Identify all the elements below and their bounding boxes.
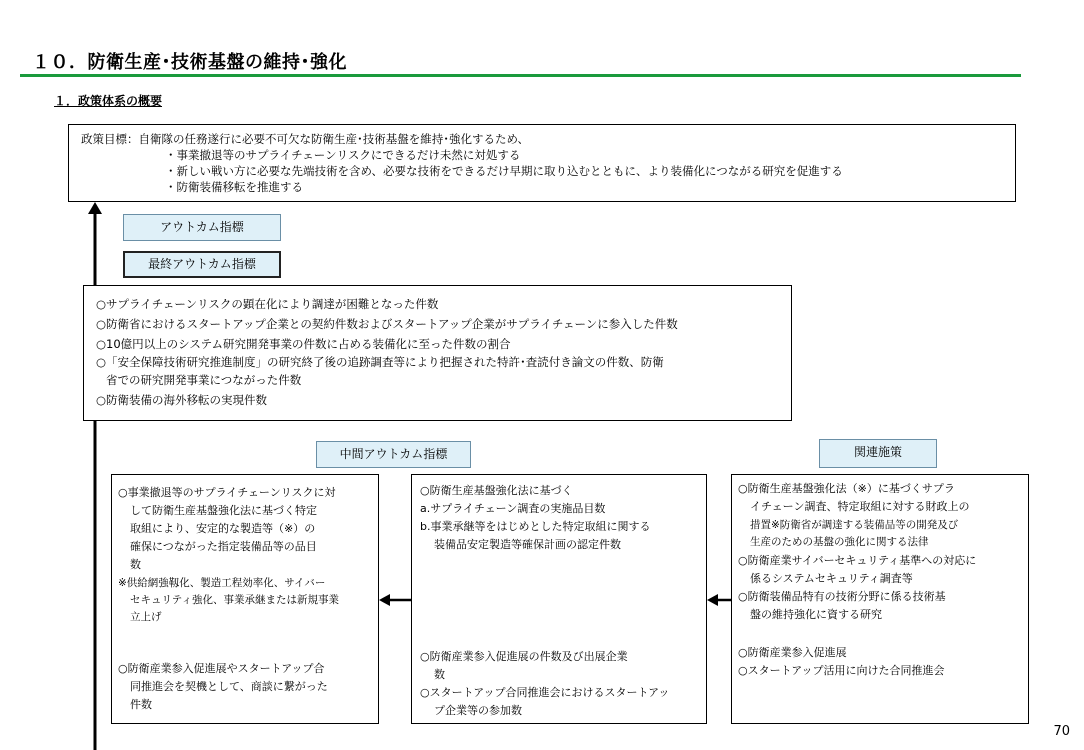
left-note-line: ※供給網強靱化、製造工程効率化、サイバー [118, 577, 326, 589]
left-item-line: して防衛生産基盤強化法に基づく特定 [130, 504, 317, 517]
final-outcome-item: ○防衛装備の海外移転の実現件数 [96, 393, 268, 407]
policy-goal-line: ・事業撤退等のサプライチェーンリスクにできるだけ未然に対処する [165, 148, 521, 162]
middle-item-line: ○スタートアップ合同推進会におけるスタートアッ [420, 686, 670, 699]
page-number: 70 [1053, 724, 1070, 739]
left-item-line: 確保につながった指定装備品等の品目 [130, 540, 317, 553]
middle-item-line: プ企業等の参加数 [434, 704, 522, 717]
middle-item-line: b.事業承継等をはじめとした特定取組に関する [420, 520, 651, 533]
middle-item-line: ○防衛産業参入促進展の件数及び出展企業 [420, 650, 628, 663]
related-measures-box [731, 474, 1029, 724]
final-outcome-indicator-label: 最終アウトカム指標 [123, 251, 281, 278]
final-outcome-item-cont: 省での研究開発事業につながった件数 [106, 373, 302, 387]
final-outcome-item: ○10億円以上のシステム研究開発事業の件数に占める装備化に至った件数の割合 [96, 337, 511, 351]
page-title: １０．防衛生産･技術基盤の維持･強化 [32, 52, 347, 73]
related-measures-label: 関連施策 [819, 439, 937, 468]
right-item-line: ○防衛生産基盤強化法（※）に基づくサプラ [738, 482, 955, 495]
final-outcome-item: ○サプライチェーンリスクの顕在化により調達が困難となった件数 [96, 297, 439, 311]
middle-item-line: 数 [434, 668, 445, 681]
right-item-line: ○スタートアップ活用に向けた合同推進会 [738, 664, 945, 677]
right-item-line: 盤の維持強化に資する研究 [750, 608, 882, 621]
policy-goal-line: ・新しい戦い方に必要な先端技術を含め、必要な技術をできるだけ早期に取り込むとともに、より装備化につながる研究を促進する [165, 164, 843, 178]
left-note-line: 立上げ [130, 611, 162, 623]
right-item-line: ○防衛産業サイバーセキュリティ基準への対応に [738, 554, 977, 567]
final-outcome-item: ○防衛省におけるスタートアップ企業との契約件数およびスタートアップ企業がサプライチェーンに参入した件数 [96, 317, 678, 331]
left-item-line: ○防衛産業参入促進展やスタートアップ合 [118, 662, 325, 675]
intermediate-outcome-box-left [111, 474, 379, 724]
final-outcome-item: ○「安全保障技術研究推進制度」の研究終了後の追跡調査等により把握された特許･査読付き論文の件数、防衛 [96, 355, 664, 369]
right-note-line: 生産のための基盤の強化に関する法律 [750, 536, 929, 548]
left-arrow-icon [379, 594, 390, 606]
left-item-line: 取組により、安定的な製造等（※）の [130, 522, 316, 535]
final-outcome-box [83, 285, 792, 421]
right-item-line: ○防衛産業参入促進展 [738, 646, 847, 659]
right-item-line: 係るシステムセキュリティ調査等 [750, 572, 913, 585]
outcome-indicator-label: アウトカム指標 [123, 214, 281, 241]
right-note-line: 措置※防衛省が調達する装備品等の開発及び [750, 519, 959, 531]
left-item-line: ○事業撤退等のサプライチェーンリスクに対 [118, 486, 336, 499]
left-note-line: セキュリティ強化、事業承継または新規事業 [130, 594, 339, 606]
left-item-line: 同推進会を契機として、商談に繋がった [130, 680, 328, 693]
section-heading: １．政策体系の概要 [54, 94, 163, 108]
policy-goal-line: ・防衛装備移転を推進する [165, 180, 303, 194]
left-arrow-icon [707, 594, 718, 606]
right-item-line: ○防衛装備品特有の技術分野に係る技術基 [738, 590, 946, 603]
middle-item-line: 装備品安定製造等確保計画の認定件数 [434, 538, 621, 551]
middle-item-line: a.サプライチェーン調査の実施品目数 [420, 502, 606, 515]
intermediate-outcome-box-middle [411, 474, 707, 724]
intermediate-outcome-label: 中間アウトカム指標 [316, 441, 471, 468]
left-item-line: 件数 [130, 698, 152, 711]
up-arrow-icon [88, 202, 102, 214]
left-item-line: 数 [130, 558, 141, 571]
policy-goal-line: 政策目標：自衛隊の任務遂行に必要不可欠な防衛生産･技術基盤を維持･強化するため、 [81, 132, 530, 146]
middle-item-line: ○防衛生産基盤強化法に基づく [420, 484, 573, 497]
right-item-line: イチェーン調査、特定取組に対する財政上の [750, 500, 970, 513]
